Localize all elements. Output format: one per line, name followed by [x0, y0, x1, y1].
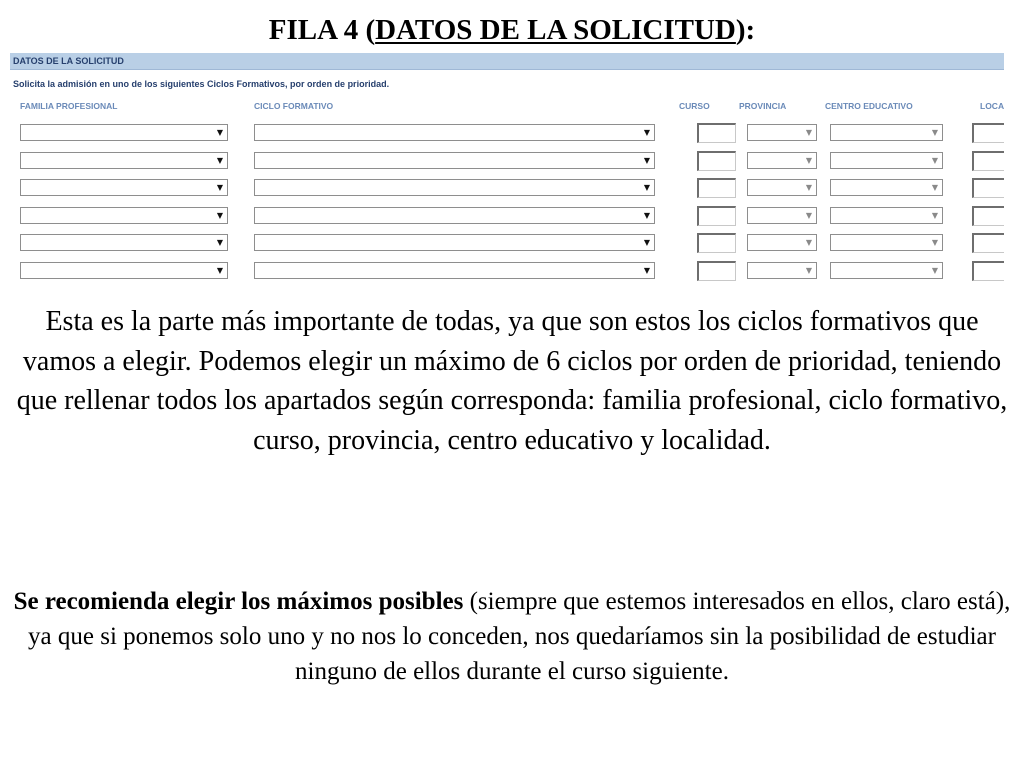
familia-profesional-select[interactable] [20, 179, 228, 196]
explanation-paragraph: Esta es la parte más importante de todas, ya que son estos los ciclos formativos que vamos a elegir. Podemos elegir un máximo de 6 ciclos por orden de prioridad, teniendo que rellenar todos los apartados según corresponda: familia profesional, ciclo formativo, curso, provincia, centro educativo y localidad. [16, 306, 1008, 456]
provincia-select[interactable] [747, 152, 817, 169]
chevron-down-icon: ▼ [931, 128, 938, 137]
curso-input[interactable] [697, 206, 736, 226]
familia-profesional-select[interactable] [20, 152, 228, 169]
ciclo-formativo-select[interactable] [254, 152, 655, 169]
localidad-input[interactable] [972, 178, 1004, 198]
localidad-input[interactable] [972, 206, 1004, 226]
chevron-down-icon: ▼ [931, 155, 938, 165]
chevron-down-icon: ▼ [931, 183, 938, 192]
chevron-down-icon: ▼ [216, 128, 223, 137]
provincia-select[interactable] [747, 234, 817, 251]
chevron-down-icon: ▼ [643, 210, 650, 220]
localidad-input[interactable] [972, 151, 1004, 171]
provincia-select[interactable] [747, 262, 817, 279]
recommendation-rest: (siempre que estemos interesados en ellos, claro está), ya que si ponemos solo uno y no nos lo conceden, nos quedaríamos sin la posibilidad de estudiar ninguno de ellos durante el curso siguiente. [28, 588, 1011, 685]
chevron-down-icon: ▼ [805, 128, 812, 137]
chevron-down-icon: ▼ [931, 210, 938, 220]
centro-educativo-select[interactable] [830, 207, 943, 224]
curso-input[interactable] [697, 233, 736, 253]
chevron-down-icon: ▼ [216, 183, 223, 192]
curso-input[interactable] [697, 151, 736, 171]
form-instruction: Solicita la admisión en uno de los siguientes Ciclos Formativos, por orden de prioridad. [13, 79, 390, 89]
chevron-down-icon: ▼ [805, 183, 812, 192]
recommendation-bold: Se recomienda elegir los máximos posibles [13, 588, 464, 615]
chevron-down-icon: ▼ [805, 265, 812, 275]
familia-profesional-select[interactable] [20, 262, 228, 279]
provincia-select[interactable] [747, 207, 817, 224]
title-underlined: DATOS DE LA SOLICITUD [375, 14, 736, 46]
centro-educativo-select[interactable] [830, 152, 943, 169]
chevron-down-icon: ▼ [216, 210, 223, 220]
localidad-input[interactable] [972, 261, 1004, 281]
familia-profesional-select[interactable] [20, 124, 228, 141]
column-provincia: PROVINCIA [739, 101, 787, 111]
centro-educativo-select[interactable] [830, 234, 943, 251]
column-curso: CURSO [679, 101, 710, 111]
chevron-down-icon: ▼ [931, 265, 938, 275]
chevron-down-icon: ▼ [216, 265, 223, 275]
ciclo-formativo-select[interactable] [254, 124, 655, 141]
curso-input[interactable] [697, 123, 736, 143]
chevron-down-icon: ▼ [643, 238, 650, 247]
ciclo-formativo-select[interactable] [254, 179, 655, 196]
localidad-input[interactable] [972, 123, 1004, 143]
ciclo-formativo-select[interactable] [254, 262, 655, 279]
centro-educativo-select[interactable] [830, 124, 943, 141]
chevron-down-icon: ▼ [931, 238, 938, 247]
chevron-down-icon: ▼ [216, 155, 223, 165]
localidad-input[interactable] [972, 233, 1004, 253]
ciclo-formativo-select[interactable] [254, 234, 655, 251]
familia-profesional-select[interactable] [20, 234, 228, 251]
familia-profesional-select[interactable] [20, 207, 228, 224]
slide-title [0, 10, 1024, 50]
provincia-select[interactable] [747, 179, 817, 196]
provincia-select[interactable] [747, 124, 817, 141]
title-prefix: FILA 4 ( [268, 14, 376, 46]
solicitud-form-screenshot [10, 53, 1004, 285]
chevron-down-icon: ▼ [643, 155, 650, 165]
ciclo-formativo-select[interactable] [254, 207, 655, 224]
column-ciclo-formativo: CICLO FORMATIVO [254, 101, 334, 111]
chevron-down-icon: ▼ [216, 238, 223, 247]
centro-educativo-select[interactable] [830, 179, 943, 196]
curso-input[interactable] [697, 261, 736, 281]
centro-educativo-select[interactable] [830, 262, 943, 279]
chevron-down-icon: ▼ [805, 155, 812, 165]
title-suffix: ): [735, 14, 756, 46]
chevron-down-icon: ▼ [805, 238, 812, 247]
column-localidad: LOCA [980, 101, 1004, 111]
column-familia-profesional: FAMILIA PROFESIONAL [20, 101, 118, 111]
chevron-down-icon: ▼ [805, 210, 812, 220]
form-section-header: DATOS DE LA SOLICITUD [10, 53, 1004, 70]
recommendation-paragraph [6, 584, 1018, 689]
column-centro-educativo: CENTRO EDUCATIVO [825, 101, 913, 111]
chevron-down-icon: ▼ [643, 265, 650, 275]
curso-input[interactable] [697, 178, 736, 198]
chevron-down-icon: ▼ [643, 128, 650, 137]
chevron-down-icon: ▼ [643, 183, 650, 192]
